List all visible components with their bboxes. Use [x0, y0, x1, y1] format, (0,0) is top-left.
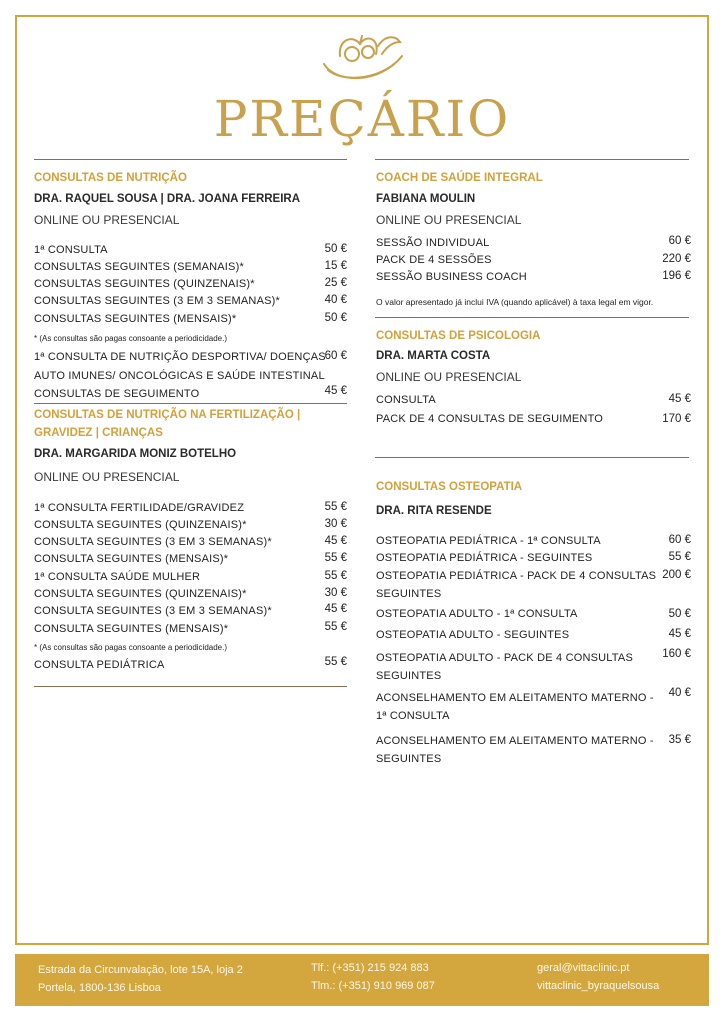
mode-coach: ONLINE OU PRESENCIAL: [376, 213, 522, 227]
price-item-value: 160 €: [662, 648, 691, 660]
price-item-value: 60 €: [668, 534, 691, 546]
price-item-value: 45 €: [324, 535, 347, 547]
doctor-fertilizacao: DRA. MARGARIDA MONIZ BOTELHO: [34, 448, 237, 460]
price-item-value: 15 €: [324, 260, 347, 272]
price-item-value: 196 €: [662, 270, 691, 282]
price-item-label: CONSULTAS SEGUINTES (SEMANAIS)*: [34, 261, 244, 273]
price-item-label: OSTEOPATIA PEDIÁTRICA - 1ª CONSULTA: [376, 535, 601, 547]
price-item-value: 170 €: [662, 413, 691, 425]
section-heading-fertilizacao-cont: GRAVIDEZ | CRIANÇAS: [34, 427, 163, 439]
price-item-value: 55 €: [324, 501, 347, 513]
price-item-value: 40 €: [324, 294, 347, 306]
footer-mobile[interactable]: Tlm.: (+351) 910 969 087: [311, 980, 435, 992]
footer-email-link[interactable]: geral@vittaclinic.pt: [537, 962, 630, 974]
mode-psicologia: ONLINE OU PRESENCIAL: [376, 370, 522, 384]
footnote: * (As consultas são pagas consoante a periodicidade.): [34, 334, 228, 343]
divider: [375, 317, 689, 318]
price-item-value: 200 €: [662, 569, 691, 581]
price-item-label: 1ª CONSULTA: [34, 244, 108, 256]
mode-nutricao: ONLINE OU PRESENCIAL: [34, 213, 180, 227]
price-item-value: 60 €: [668, 235, 691, 247]
price-item-value: 45 €: [668, 628, 691, 640]
price-item-value: 30 €: [324, 587, 347, 599]
divider: [34, 159, 347, 160]
price-item-value: 25 €: [324, 277, 347, 289]
price-item-value: 220 €: [662, 253, 691, 265]
price-item-label: CONSULTAS SEGUINTES (MENSAIS)*: [34, 313, 237, 325]
price-item-label-cont: SEGUINTES: [376, 753, 442, 765]
price-item-label: CONSULTAS SEGUINTES (3 EM 3 SEMANAS)*: [34, 295, 280, 307]
section-heading-fertilizacao: CONSULTAS DE NUTRIÇÃO NA FERTILIZAÇÃO |: [34, 409, 301, 421]
price-item-value: 50 €: [324, 312, 347, 324]
price-item-value: 55 €: [324, 656, 347, 668]
footer-address-line1: Estrada da Circunvalação, lote 15A, loja 2: [38, 964, 243, 976]
divider: [375, 457, 689, 458]
section-heading-psicologia: CONSULTAS DE PSICOLOGIA: [376, 330, 541, 342]
footer-address-line2: Portela, 1800-136 Lisboa: [38, 982, 161, 994]
vat-note: O valor apresentado já inclui IVA (quando aplicável) à taxa legal em vigor.: [376, 297, 654, 307]
mode-fertilizacao: ONLINE OU PRESENCIAL: [34, 470, 180, 484]
price-item-label: CONSULTA SEGUINTES (3 EM 3 SEMANAS)*: [34, 536, 272, 548]
price-item-label: CONSULTA SEGUINTES (QUINZENAIS)*: [34, 519, 247, 531]
price-item-label: CONSULTA: [376, 394, 436, 406]
doctors-nutricao: DRA. RAQUEL SOUSA | DRA. JOANA FERREIRA: [34, 193, 301, 205]
footer-bar: [15, 954, 709, 1006]
price-item-label: ACONSELHAMENTO EM ALEITAMENTO MATERNO -: [376, 735, 654, 747]
price-item-label: 1ª CONSULTA SAÚDE MULHER: [34, 571, 201, 583]
price-item-label-cont: AUTO IMUNES/ ONCOLÓGICAS E SAÚDE INTESTINAL: [34, 370, 325, 382]
price-item-value: 40 €: [668, 687, 691, 699]
price-item-label: OSTEOPATIA ADULTO - SEGUINTES: [376, 629, 570, 641]
section-heading-osteopatia: CONSULTAS OSTEOPATIA: [376, 481, 523, 493]
clinic-logo-icon: [316, 26, 408, 86]
price-item-label: SESSÃO INDIVIDUAL: [376, 237, 490, 249]
divider: [375, 159, 689, 160]
footer-phone[interactable]: Tlf.: (+351) 215 924 883: [311, 962, 429, 974]
price-item-label: CONSULTAS DE SEGUIMENTO: [34, 388, 200, 400]
price-item-value: 50 €: [668, 608, 691, 620]
price-item-value: 55 €: [668, 551, 691, 563]
price-item-label: CONSULTAS SEGUINTES (QUINZENAIS)*: [34, 278, 255, 290]
price-item-label: OSTEOPATIA ADULTO - 1ª CONSULTA: [376, 608, 578, 620]
price-item-label: PACK DE 4 SESSÕES: [376, 254, 492, 266]
price-item-label: OSTEOPATIA PEDIÁTRICA - SEGUINTES: [376, 552, 593, 564]
page-title: PREÇÁRIO: [213, 90, 511, 148]
price-item-value: 45 €: [324, 385, 347, 397]
price-item-label: PACK DE 4 CONSULTAS DE SEGUIMENTO: [376, 413, 604, 425]
divider: [34, 403, 347, 404]
price-item-label: 1ª CONSULTA DE NUTRIÇÃO DESPORTIVA/ DOENÇAS: [34, 351, 326, 363]
divider: [34, 686, 347, 687]
price-item-label: CONSULTA SEGUINTES (QUINZENAIS)*: [34, 588, 247, 600]
price-item-label: 1ª CONSULTA FERTILIDADE/GRAVIDEZ: [34, 502, 245, 514]
price-item-label: OSTEOPATIA PEDIÁTRICA - PACK DE 4 CONSULTAS: [376, 570, 657, 582]
doctor-psicologia: DRA. MARTA COSTA: [376, 350, 491, 362]
price-item-label-cont: 1ª CONSULTA: [376, 710, 450, 722]
price-item-value: 55 €: [324, 552, 347, 564]
price-item-label: CONSULTA PEDIÁTRICA: [34, 659, 165, 671]
price-item-label: CONSULTA SEGUINTES (MENSAIS)*: [34, 553, 229, 565]
price-item-label: CONSULTA SEGUINTES (MENSAIS)*: [34, 623, 229, 635]
price-item-label-cont: SEGUINTES: [376, 588, 442, 600]
footer-social-link[interactable]: vittaclinic_byraquelsousa: [537, 980, 660, 992]
price-item-value: 35 €: [668, 734, 691, 746]
price-item-value: 55 €: [324, 570, 347, 582]
price-item-value: 45 €: [668, 393, 691, 405]
doctor-coach: FABIANA MOULIN: [376, 193, 476, 205]
doctor-osteopatia: DRA. RITA RESENDE: [376, 505, 492, 517]
price-item-label: CONSULTA SEGUINTES (3 EM 3 SEMANAS)*: [34, 605, 272, 617]
price-item-label-cont: SEGUINTES: [376, 670, 442, 682]
footnote: * (As consultas são pagas consoante a periodicidade.): [34, 643, 228, 652]
section-heading-nutricao: CONSULTAS DE NUTRIÇÃO: [34, 172, 187, 184]
price-item-value: 45 €: [324, 603, 347, 615]
price-item-label: OSTEOPATIA ADULTO - PACK DE 4 CONSULTAS: [376, 652, 633, 664]
price-item-value: 60 €: [324, 350, 347, 362]
price-item-value: 55 €: [324, 621, 347, 633]
price-item-value: 30 €: [324, 518, 347, 530]
section-heading-coach: COACH DE SAÚDE INTEGRAL: [376, 172, 543, 184]
price-item-label: SESSÃO BUSINESS COACH: [376, 271, 527, 283]
price-item-value: 50 €: [324, 243, 347, 255]
price-item-label: ACONSELHAMENTO EM ALEITAMENTO MATERNO -: [376, 692, 654, 704]
